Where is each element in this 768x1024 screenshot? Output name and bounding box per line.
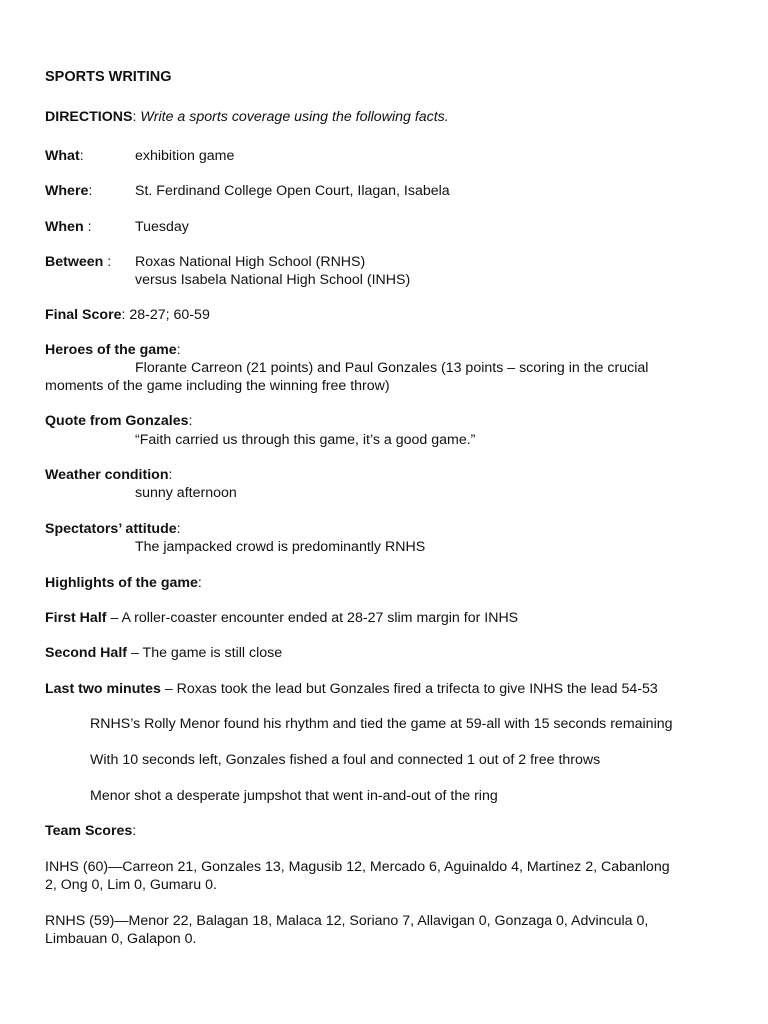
- weather-label: Weather condition: [45, 467, 169, 483]
- first-half-text: – A roller-coaster encounter ended at 28-27 slim margin for INHS: [110, 610, 519, 626]
- weather-heading: Weather condition:: [45, 467, 173, 483]
- spectators-heading: Spectators’ attitude:: [45, 521, 181, 537]
- between-label: Between: [45, 254, 104, 270]
- rnhs-scores-line-1: RNHS (59)—Menor 22, Balagan 18, Malaca 12, Soriano 7, Allavigan 0, Gonzaga 0, Advincula 0,: [45, 913, 649, 929]
- quote-label: Quote from Gonzales: [45, 413, 189, 429]
- when-label: When: [45, 219, 84, 235]
- second-half-text: – The game is still close: [130, 645, 283, 661]
- first-half-line: [45, 609, 518, 627]
- when-line: When : Tuesday: [45, 219, 189, 235]
- between-value-1: Roxas National High School (RNHS): [135, 254, 366, 270]
- first-half-label: First Half: [45, 610, 107, 626]
- where-line: Where: St. Ferdinand College Open Court, Ilagan, Isabela: [45, 183, 450, 199]
- between-value-2: versus Isabela National High School (INHS): [135, 272, 411, 288]
- spectators-value: The jampacked crowd is predominantly RNHS: [135, 539, 426, 555]
- team-scores-label: Team Scores: [45, 823, 133, 839]
- what-label: What: [45, 148, 80, 164]
- heroes-text-2: moments of the game including the winning free throw): [45, 378, 390, 394]
- second-half-line: [45, 644, 282, 662]
- inhs-scores-line-1: INHS (60)—Carreon 21, Gonzales 13, Magusib 12, Mercado 6, Aguinaldo 4, Martinez 2, Cabanlong: [45, 859, 670, 875]
- quote-text: “Faith carried us through this game, it’s a good game.”: [135, 432, 476, 448]
- final-score-line: Final Score: 28-27; 60-59: [45, 307, 210, 323]
- play-item: Menor shot a desperate jumpshot that went in-and-out of the ring: [90, 788, 498, 804]
- highlights-label: Highlights of the game: [45, 575, 198, 591]
- inhs-scores-line-2: 2, Ong 0, Lim 0, Gumaru 0.: [45, 877, 217, 893]
- quote-heading: Quote from Gonzales:: [45, 413, 193, 429]
- where-label: Where: [45, 183, 89, 199]
- directions-label: DIRECTIONS: [45, 109, 133, 125]
- final-score-value: 28-27; 60-59: [129, 307, 210, 323]
- document-title: SPORTS WRITING: [45, 69, 172, 85]
- play-item: With 10 seconds left, Gonzales fished a foul and connected 1 out of 2 free throws: [90, 752, 601, 768]
- highlights-heading: Highlights of the game:: [45, 575, 202, 591]
- heroes-label: Heroes of the game: [45, 342, 177, 358]
- play-item: RNHS’s Rolly Menor found his rhythm and tied the game at 59-all with 15 seconds remaining: [90, 716, 673, 732]
- team-scores-heading: Team Scores:: [45, 823, 137, 839]
- what-value: exhibition game: [135, 148, 235, 164]
- spectators-label: Spectators’ attitude: [45, 521, 177, 537]
- directions-line: DIRECTIONS: Write a sports coverage using the following facts.: [45, 109, 449, 125]
- last-two-minutes-label: Last two minutes: [45, 681, 161, 697]
- where-value: St. Ferdinand College Open Court, Ilagan, Isabela: [135, 183, 450, 199]
- when-value: Tuesday: [135, 219, 189, 235]
- final-score-label: Final Score: [45, 307, 122, 323]
- heroes-heading: Heroes of the game:: [45, 342, 181, 358]
- directions-text: Write a sports coverage using the following facts.: [140, 109, 449, 125]
- weather-value: sunny afternoon: [135, 485, 237, 501]
- last-two-minutes-line: [45, 680, 658, 698]
- second-half-label: Second Half: [45, 645, 127, 661]
- what-line: What: exhibition game: [45, 148, 235, 164]
- rnhs-scores-line-2: Limbauan 0, Galapon 0.: [45, 931, 197, 947]
- last-two-minutes-text: – Roxas took the lead but Gonzales fired a trifecta to give INHS the lead 54-53: [164, 681, 658, 697]
- between-line: Between : Roxas National High School (RNHS): [45, 254, 366, 270]
- heroes-text-1: Florante Carreon (21 points) and Paul Gonzales (13 points – scoring in the crucial: [135, 360, 649, 376]
